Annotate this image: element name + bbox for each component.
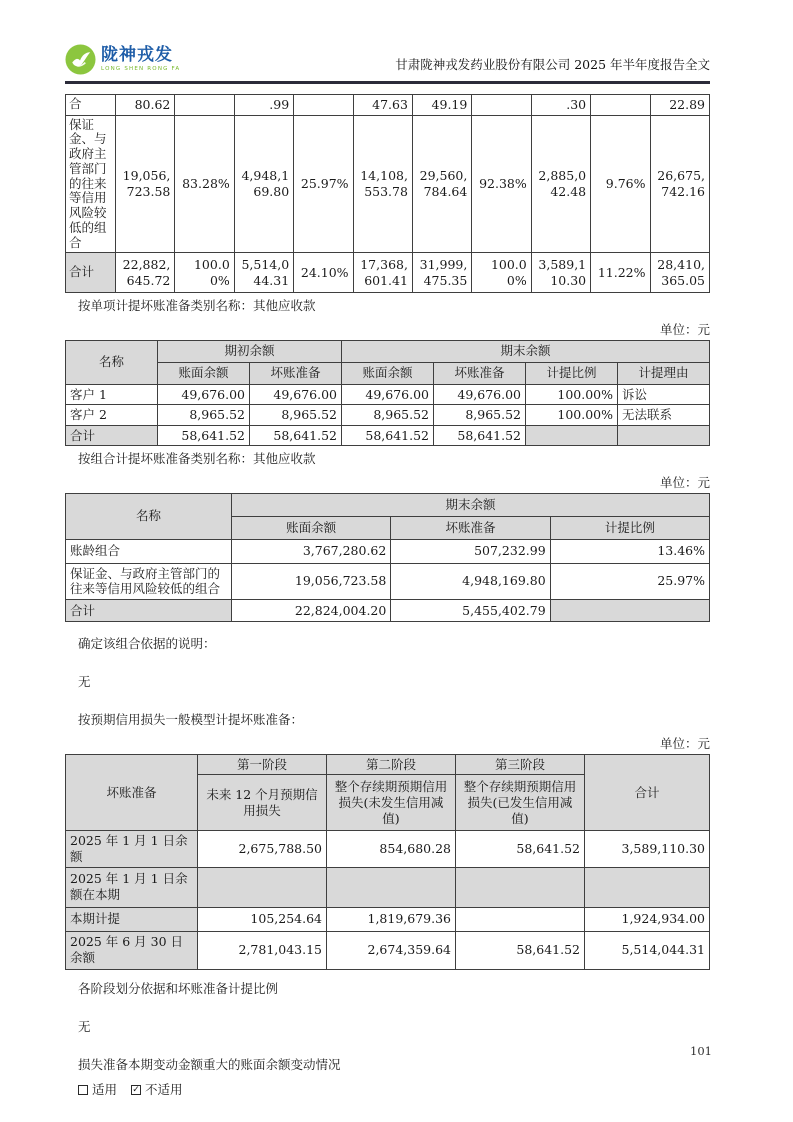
row-label-cell: 2025 年 1 月 1 日余额在本期 [66,867,198,907]
table-cell [198,867,327,907]
table-cell: 58,641.52 [158,425,250,446]
page-header [65,44,710,75]
material-change-note-label: 损失准备本期变动金额重大的账面余额变动情况 [78,1057,341,1072]
table-cell: 58,641.52 [342,425,434,446]
table-cell: 58,641.52 [250,425,342,446]
table-total-row [66,599,710,621]
table-row [66,94,710,115]
table-cell: 8,965.52 [158,405,250,426]
subheader-cell: 坏账准备 [391,516,550,539]
table-row [66,931,710,969]
subheader-cell: 整个存续期预期信用损失(已发生信用减值) [456,775,585,831]
table-cell: 58,641.52 [456,931,585,969]
unit-label: 单位：元 [659,474,710,490]
row-label-cell: 账龄组合 [66,539,232,563]
stage3-header-cell: 第三阶段 [456,754,585,775]
stage2-header-cell: 第二阶段 [327,754,456,775]
unit-label: 单位：元 [659,321,710,337]
group-provision-table [65,493,710,622]
table-cell: 5,514,044.31 [585,931,710,969]
table-cell: 1,819,679.36 [327,907,456,931]
table-cell: 100.00% [472,253,531,293]
table-cell: 22.89 [650,94,709,115]
table-total-row [66,253,710,293]
company-logo [65,44,180,75]
table-cell: 100.00% [175,253,234,293]
table-header-row [66,754,710,775]
logo-cn-name: 陇神戎发 [101,45,173,65]
name-header-cell: 名称 [66,493,232,539]
subheader-cell: 坏账准备 [434,362,526,384]
table-cell: 17,368,601.41 [353,253,412,293]
checkbox-checked-icon: ✓ [132,1085,140,1096]
row-label-cell: 本期计提 [66,907,198,931]
table-cell [526,425,618,446]
table-cell: 9.76% [591,115,650,253]
page-number: 101 [690,1044,712,1058]
table-subheader-row [66,362,710,384]
applicability-row [78,1082,710,1098]
row-label-cell: 保证金、与政府主管部门的往来等信用风险较低的组合 [66,563,232,599]
table-cell: 8,965.52 [342,405,434,426]
table-cell: 诉讼 [618,384,710,405]
table-row [66,384,710,405]
row-label-cell: 合计 [66,253,116,293]
table-cell [175,94,234,115]
table-cell: 49,676.00 [158,384,250,405]
table-cell: 22,882,645.72 [116,253,175,293]
logo-en-name: LONG SHEN RONG FA [101,66,181,72]
table-header-row [66,340,710,362]
table-cell: 3,589,110.30 [585,831,710,867]
table-cell: 无法联系 [618,405,710,426]
table-cell: 100.00% [526,384,618,405]
table-cell: 47.63 [353,94,412,115]
table-cell: 1,924,934.00 [585,907,710,931]
carryover-portfolio-table [65,94,710,294]
table-cell: 92.38% [472,115,531,253]
page-content [65,0,710,1099]
subheader-cell: 坏账准备 [250,362,342,384]
table-cell: 4,948,169.80 [391,563,550,599]
subheader-cell: 账面余额 [342,362,434,384]
table-cell [472,94,531,115]
row-label-cell: 客户 2 [66,405,158,426]
logo-text [101,47,180,72]
table-cell: 13.46% [550,539,709,563]
table-cell [456,867,585,907]
table-cell [591,94,650,115]
checkbox-unchecked-icon [78,1085,88,1095]
row-label-cell: 2025 年 1 月 1 日余额 [66,831,198,867]
table-cell: 83.28% [175,115,234,253]
table-cell: 14,108,553.78 [353,115,412,253]
table-cell: 25.97% [550,563,709,599]
row-label-cell: 保证金、与政府主管部门的往来等信用风险较低的组合 [66,115,116,253]
table-cell [456,907,585,931]
stage1-header-cell: 第一阶段 [198,754,327,775]
stage-basis-note-value: 无 [78,1018,91,1034]
table-cell: 24.10% [294,253,353,293]
table-cell: 25.97% [294,115,353,253]
ecl-model-table [65,754,710,970]
final-balance-group-header: 期末余额 [342,340,710,362]
table-cell [585,867,710,907]
unit-label: 单位：元 [659,735,710,751]
table-cell: 58,641.52 [456,831,585,867]
table-header-row [66,493,710,516]
table-cell: 80.62 [116,94,175,115]
table-total-row [66,425,710,446]
row-label-cell: 合计 [66,599,232,621]
table-row [66,907,710,931]
table-cell: 5,455,402.79 [391,599,550,621]
table-cell: 2,885,042.48 [531,115,590,253]
table-cell [550,599,709,621]
table-cell: 2,674,359.64 [327,931,456,969]
name-header-cell: 坏账准备 [66,754,198,831]
single-item-table [65,340,710,447]
initial-balance-group-header: 期初余额 [158,340,342,362]
table-row [66,867,710,907]
group-basis-note-label: 确定该组合依据的说明： [78,635,216,651]
table-cell: 2,675,788.50 [198,831,327,867]
group-basis-note-value: 无 [78,674,91,690]
single-item-caption: 按单项计提坏账准备类别名称：其他应收款 [78,298,316,314]
table-cell [327,867,456,907]
table-cell: 507,232.99 [391,539,550,563]
table-cell: 19,056,723.58 [116,115,175,253]
not-applicable-label: 不适用 [145,1082,183,1098]
table-cell: 5,514,044.31 [234,253,293,293]
header-rule [65,81,710,84]
table-row [66,563,710,599]
subheader-cell: 账面余额 [232,516,391,539]
table-cell: 105,254.64 [198,907,327,931]
subheader-cell: 整个存续期预期信用损失(未发生信用减值) [327,775,456,831]
document-title: 甘肃陇神戎发药业股份有限公司 2025 年半年度报告全文 [395,57,710,72]
row-label-cell: 合 [66,94,116,115]
subheader-cell: 计提比例 [526,362,618,384]
logo-bird-icon [65,44,96,75]
table-row [66,405,710,426]
table-cell: 49,676.00 [250,384,342,405]
group-caption: 按组合计提坏账准备类别名称：其他应收款 [78,451,316,467]
table-cell: 8,965.52 [434,405,526,426]
ecl-caption: 按预期信用损失一般模型计提坏账准备： [78,712,304,728]
table-cell: 22,824,004.20 [232,599,391,621]
table-cell: 28,410,365.05 [650,253,709,293]
table-cell: 49,676.00 [342,384,434,405]
stage-basis-note-label: 各阶段划分依据和坏账准备计提比例 [78,980,279,996]
table-cell [618,425,710,446]
row-label-cell: 合计 [66,425,158,446]
table-cell: 100.00% [526,405,618,426]
table-cell: 58,641.52 [434,425,526,446]
subheader-cell: 未来 12 个月预期信用损失 [198,775,327,831]
table-cell: .99 [234,94,293,115]
table-cell: .30 [531,94,590,115]
row-label-cell: 客户 1 [66,384,158,405]
table-cell: 31,999,475.35 [412,253,471,293]
name-header-cell: 名称 [66,340,158,384]
applicable-label: 适用 [92,1082,118,1098]
table-cell [294,94,353,115]
table-cell: 26,675,742.16 [650,115,709,253]
table-cell: 8,965.52 [250,405,342,426]
total-header-cell: 合计 [585,754,710,831]
subheader-cell: 计提理由 [618,362,710,384]
table-cell: 11.22% [591,253,650,293]
subheader-cell: 账面余额 [158,362,250,384]
table-cell: 3,589,110.30 [531,253,590,293]
table-cell: 2,781,043.15 [198,931,327,969]
table-cell: 4,948,169.80 [234,115,293,253]
table-row [66,831,710,867]
table-cell: 19,056,723.58 [232,563,391,599]
table-cell: 29,560,784.64 [412,115,471,253]
final-balance-group-header: 期末余额 [232,493,710,516]
table-cell: 49.19 [412,94,471,115]
table-cell: 49,676.00 [434,384,526,405]
subheader-cell: 计提比例 [550,516,709,539]
table-row [66,539,710,563]
table-row [66,115,710,253]
row-label-cell: 2025 年 6 月 30 日余额 [66,931,198,969]
table-cell: 854,680.28 [327,831,456,867]
table-cell: 3,767,280.62 [232,539,391,563]
